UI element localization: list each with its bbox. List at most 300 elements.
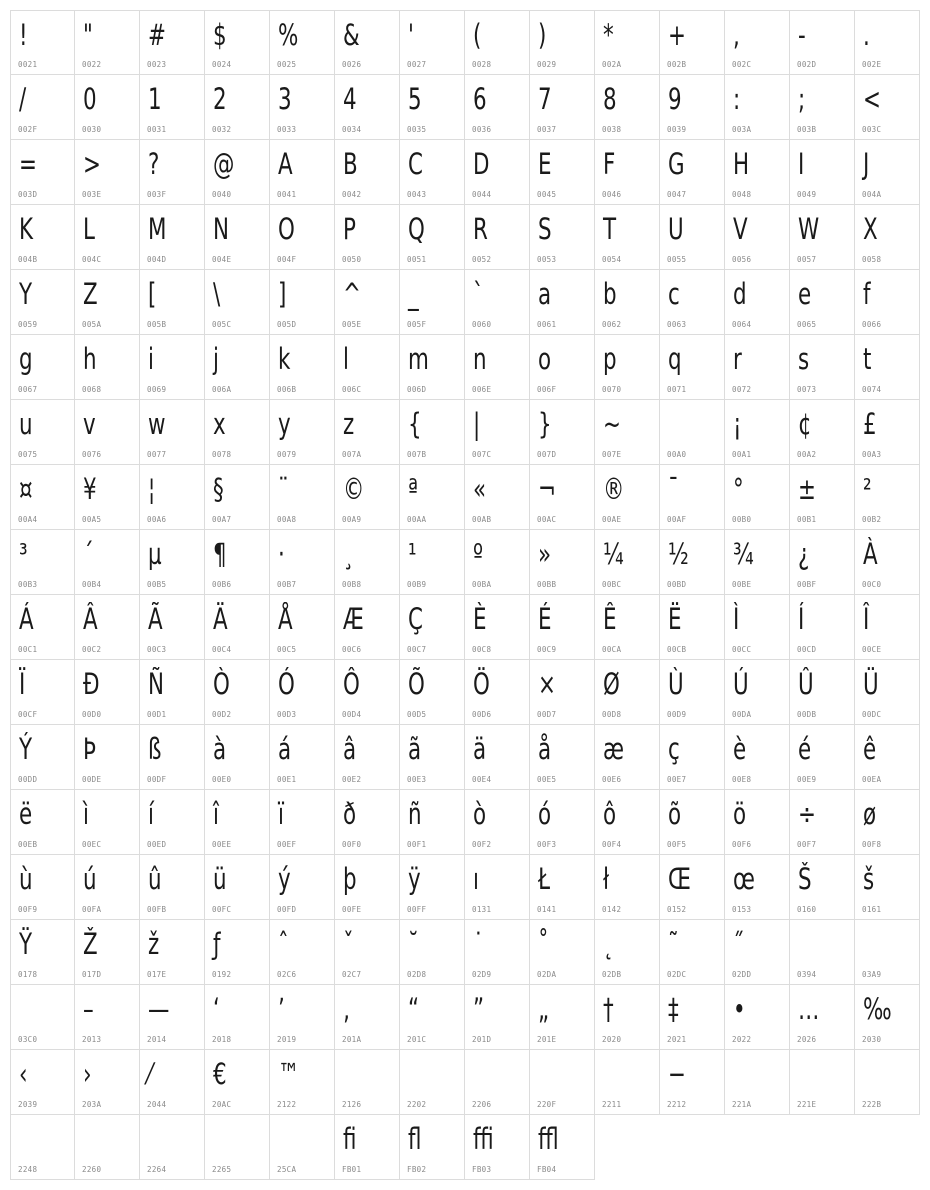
- glyph-codepoint-label: 0070: [602, 385, 622, 394]
- glyph-character: 5: [408, 82, 422, 116]
- glyph-codepoint-label: 0071: [667, 385, 687, 394]
- glyph-cell: [270, 660, 335, 725]
- glyph-cell: [465, 140, 530, 205]
- glyph-codepoint-label: 00E1: [277, 775, 297, 784]
- glyph-codepoint-label: 00B2: [862, 515, 882, 524]
- glyph-cell: [75, 400, 140, 465]
- glyph-codepoint-label: 006B: [277, 385, 297, 394]
- glyph-cell: [595, 790, 660, 855]
- glyph-cell: [205, 400, 270, 465]
- glyph-character: {: [408, 407, 422, 441]
- glyph-character: ‘: [213, 992, 220, 1026]
- glyph-codepoint-label: 002C: [732, 60, 752, 69]
- glyph-character: Ç: [408, 602, 423, 636]
- glyph-cell: [75, 595, 140, 660]
- glyph-codepoint-label: 2013: [82, 1035, 102, 1044]
- glyph-cell: [660, 855, 725, 920]
- glyph-character: E: [538, 147, 552, 181]
- glyph-cell: [75, 725, 140, 790]
- glyph-character: ¿: [798, 537, 810, 571]
- glyph-cell: [270, 790, 335, 855]
- glyph-cell: [790, 465, 855, 530]
- glyph-character: x: [213, 407, 226, 441]
- glyph-codepoint-label: 017E: [147, 970, 167, 979]
- glyph-codepoint-label: 02D8: [407, 970, 427, 979]
- glyph-cell: [660, 595, 725, 660]
- glyph-character: t: [863, 342, 872, 376]
- glyph-codepoint-label: 00E8: [732, 775, 752, 784]
- glyph-codepoint-label: 2264: [147, 1165, 167, 1174]
- glyph-codepoint-label: 007B: [407, 450, 427, 459]
- glyph-cell: [595, 530, 660, 595]
- glyph-cell: [660, 335, 725, 400]
- glyph-cell: [465, 855, 530, 920]
- glyph-codepoint-label: FB04: [537, 1165, 557, 1174]
- glyph-codepoint-label: 00AE: [602, 515, 622, 524]
- glyph-codepoint-label: 0078: [212, 450, 232, 459]
- glyph-cell: [595, 270, 660, 335]
- glyph-character: —: [148, 992, 170, 1026]
- glyph-codepoint-label: 00DF: [147, 775, 167, 784]
- glyph-codepoint-label: 003D: [18, 190, 38, 199]
- glyph-codepoint-label: 00FF: [407, 905, 427, 914]
- glyph-cell: [335, 140, 400, 205]
- glyph-codepoint-label: 25CA: [277, 1165, 297, 1174]
- glyph-character: í: [148, 797, 154, 831]
- glyph-character: Æ: [343, 602, 364, 636]
- glyph-character: ™: [278, 1057, 300, 1091]
- glyph-character: ®: [603, 472, 625, 506]
- glyph-cell: [75, 335, 140, 400]
- glyph-cell: [855, 985, 920, 1050]
- glyph-cell: [140, 920, 205, 985]
- glyph-codepoint-label: 0068: [82, 385, 102, 394]
- glyph-cell: [725, 140, 790, 205]
- glyph-codepoint-label: 0153: [732, 905, 752, 914]
- glyph-cell: [530, 790, 595, 855]
- glyph-character: Ü: [863, 667, 879, 701]
- glyph-cell: [790, 140, 855, 205]
- glyph-cell: [400, 205, 465, 270]
- glyph-character: ê: [863, 732, 877, 766]
- glyph-character: e: [798, 277, 812, 311]
- glyph-character: 7: [538, 82, 552, 116]
- glyph-codepoint-label: 02DD: [732, 970, 752, 979]
- glyph-cell: [725, 400, 790, 465]
- glyph-character: á: [278, 732, 292, 766]
- glyph-codepoint-label: 0046: [602, 190, 622, 199]
- glyph-character: ;: [798, 82, 806, 116]
- glyph-character: Þ: [83, 732, 96, 766]
- glyph-cell: [10, 140, 75, 205]
- glyph-cell: [530, 855, 595, 920]
- glyph-character: ﬁ: [343, 1122, 357, 1156]
- glyph-character: ˇ: [343, 927, 354, 961]
- glyph-codepoint-label: 0055: [667, 255, 687, 264]
- glyph-character: T: [603, 212, 617, 246]
- glyph-cell: [270, 10, 335, 75]
- glyph-codepoint-label: 221A: [732, 1100, 752, 1109]
- glyph-cell: [530, 985, 595, 1050]
- glyph-cell: [790, 335, 855, 400]
- glyph-character: A: [278, 147, 293, 181]
- glyph-character: y: [278, 407, 291, 441]
- glyph-codepoint-label: 00AF: [667, 515, 687, 524]
- glyph-cell: [465, 335, 530, 400]
- glyph-character: à: [213, 732, 227, 766]
- glyph-cell: [855, 920, 920, 985]
- glyph-codepoint-label: 00E9: [797, 775, 817, 784]
- glyph-codepoint-label: 00A7: [212, 515, 232, 524]
- glyph-codepoint-label: 0031: [147, 125, 167, 134]
- glyph-codepoint-label: 00D9: [667, 710, 687, 719]
- glyph-codepoint-label: 2126: [342, 1100, 362, 1109]
- glyph-cell: [270, 140, 335, 205]
- glyph-codepoint-label: 2021: [667, 1035, 687, 1044]
- glyph-codepoint-label: 003A: [732, 125, 752, 134]
- glyph-cell: [530, 400, 595, 465]
- glyph-codepoint-label: 0037: [537, 125, 557, 134]
- glyph-cell: [855, 725, 920, 790]
- glyph-cell: [400, 790, 465, 855]
- glyph-character: r: [733, 342, 742, 376]
- glyph-character: _: [408, 277, 419, 311]
- glyph-character: b: [603, 277, 617, 311]
- glyph-cell: [660, 10, 725, 75]
- glyph-codepoint-label: 0044: [472, 190, 492, 199]
- glyph-character: X: [863, 212, 878, 246]
- glyph-cell: [855, 855, 920, 920]
- glyph-codepoint-label: 0063: [667, 320, 687, 329]
- glyph-character: €: [213, 1057, 227, 1091]
- glyph-character: h: [83, 342, 97, 376]
- glyph-cell: [205, 660, 270, 725]
- glyph-codepoint-label: 0053: [537, 255, 557, 264]
- glyph-codepoint-label: 2206: [472, 1100, 492, 1109]
- glyph-codepoint-label: 2265: [212, 1165, 232, 1174]
- glyph-cell: [660, 530, 725, 595]
- glyph-character: ˚: [538, 927, 549, 961]
- glyph-codepoint-label: 00B4: [82, 580, 102, 589]
- glyph-cell: [595, 595, 660, 660]
- glyph-codepoint-label: 2018: [212, 1035, 232, 1044]
- glyph-character: »: [538, 537, 552, 571]
- glyph-cell: [335, 920, 400, 985]
- glyph-character: ): [538, 18, 547, 52]
- glyph-codepoint-label: 0066: [862, 320, 882, 329]
- glyph-cell: [855, 75, 920, 140]
- glyph-character: ”: [473, 992, 485, 1026]
- glyph-cell: [725, 1050, 790, 1115]
- glyph-codepoint-label: 00D4: [342, 710, 362, 719]
- glyph-codepoint-label: 0077: [147, 450, 167, 459]
- glyph-cell: [595, 335, 660, 400]
- glyph-codepoint-label: 00F4: [602, 840, 622, 849]
- glyph-codepoint-label: 00A8: [277, 515, 297, 524]
- glyph-cell: [855, 530, 920, 595]
- glyph-character: N: [213, 212, 230, 246]
- glyph-cell: [725, 595, 790, 660]
- glyph-character: Ï: [19, 667, 26, 701]
- glyph-character: Ì: [733, 602, 740, 636]
- glyph-character: !: [19, 18, 28, 52]
- glyph-cell: [205, 10, 270, 75]
- glyph-character: ~: [603, 407, 621, 441]
- glyph-cell: [465, 790, 530, 855]
- glyph-cell: [595, 10, 660, 75]
- glyph-codepoint-label: 0073: [797, 385, 817, 394]
- glyph-cell: [660, 660, 725, 725]
- glyph-codepoint-label: 00EB: [18, 840, 38, 849]
- glyph-character: p: [603, 342, 617, 376]
- glyph-cell: [660, 790, 725, 855]
- glyph-codepoint-label: 0069: [147, 385, 167, 394]
- glyph-codepoint-label: 017D: [82, 970, 102, 979]
- glyph-character: o: [538, 342, 552, 376]
- glyph-cell: [400, 660, 465, 725]
- glyph-cell: [205, 140, 270, 205]
- glyph-codepoint-label: 221E: [797, 1100, 817, 1109]
- glyph-character: =: [19, 147, 37, 181]
- glyph-character: Â: [83, 602, 98, 636]
- glyph-cell: [270, 75, 335, 140]
- glyph-character: È: [473, 602, 487, 636]
- glyph-cell: [75, 1050, 140, 1115]
- glyph-codepoint-label: 00AB: [472, 515, 492, 524]
- glyph-cell: [400, 140, 465, 205]
- glyph-codepoint-label: 004B: [18, 255, 38, 264]
- glyph-character: å: [538, 732, 552, 766]
- glyph-character: F: [603, 147, 616, 181]
- glyph-character: Á: [19, 602, 34, 636]
- glyph-cell: [790, 660, 855, 725]
- glyph-codepoint-label: 0023: [147, 60, 167, 69]
- glyph-cell: [75, 270, 140, 335]
- glyph-codepoint-label: 201E: [537, 1035, 557, 1044]
- glyph-codepoint-label: 007C: [472, 450, 492, 459]
- glyph-codepoint-label: 00F7: [797, 840, 817, 849]
- glyph-character: ÿ: [408, 862, 421, 896]
- glyph-cell: [400, 1050, 465, 1115]
- glyph-codepoint-label: 007D: [537, 450, 557, 459]
- glyph-cell: [10, 1050, 75, 1115]
- glyph-character: 3: [278, 82, 292, 116]
- glyph-character: ˘: [408, 927, 419, 961]
- glyph-character: ¹: [408, 537, 417, 571]
- glyph-cell: [595, 725, 660, 790]
- glyph-codepoint-label: 006F: [537, 385, 557, 394]
- glyph-cell: [465, 530, 530, 595]
- glyph-codepoint-label: 00F8: [862, 840, 882, 849]
- glyph-codepoint-label: 00BF: [797, 580, 817, 589]
- glyph-codepoint-label: 00DA: [732, 710, 752, 719]
- glyph-cell: [660, 205, 725, 270]
- glyph-codepoint-label: 00FD: [277, 905, 297, 914]
- glyph-codepoint-label: 00ED: [147, 840, 167, 849]
- glyph-character: ú: [83, 862, 97, 896]
- glyph-character: Ł: [538, 862, 551, 896]
- glyph-codepoint-label: 2260: [82, 1165, 102, 1174]
- glyph-cell: [790, 400, 855, 465]
- glyph-codepoint-label: 00F0: [342, 840, 362, 849]
- glyph-codepoint-label: 00D6: [472, 710, 492, 719]
- glyph-character: >: [83, 147, 101, 181]
- glyph-codepoint-label: 003C: [862, 125, 882, 134]
- glyph-codepoint-label: 2020: [602, 1035, 622, 1044]
- glyph-character: ÷: [798, 797, 816, 831]
- glyph-character: ': [408, 18, 414, 52]
- glyph-character: I: [798, 147, 805, 181]
- glyph-character: c: [668, 277, 680, 311]
- glyph-codepoint-label: 0074: [862, 385, 882, 394]
- glyph-cell: [465, 205, 530, 270]
- glyph-codepoint-label: 0072: [732, 385, 752, 394]
- glyph-character: 8: [603, 82, 617, 116]
- glyph-codepoint-label: 00A5: [82, 515, 102, 524]
- glyph-cell: [205, 465, 270, 530]
- glyph-character: }: [538, 407, 552, 441]
- glyph-character: Ê: [603, 602, 617, 636]
- glyph-codepoint-label: 02DB: [602, 970, 622, 979]
- glyph-cell: [595, 140, 660, 205]
- glyph-character: æ: [603, 732, 625, 766]
- glyph-character: †: [603, 992, 614, 1026]
- glyph-cell: [10, 10, 75, 75]
- glyph-cell: [270, 530, 335, 595]
- glyph-character: M: [148, 212, 167, 246]
- glyph-character: n: [473, 342, 487, 376]
- glyph-codepoint-label: 00FA: [82, 905, 102, 914]
- glyph-cell: [270, 1050, 335, 1115]
- glyph-character: -: [798, 18, 806, 52]
- glyph-codepoint-label: 00DE: [82, 775, 102, 784]
- glyph-character: ‡: [668, 992, 679, 1026]
- glyph-character: w: [148, 407, 166, 441]
- glyph-cell: [465, 920, 530, 985]
- glyph-character: D: [473, 147, 490, 181]
- glyph-codepoint-label: 0040: [212, 190, 232, 199]
- glyph-codepoint-label: 00F6: [732, 840, 752, 849]
- glyph-character: O: [278, 212, 295, 246]
- glyph-codepoint-label: 00C3: [147, 645, 167, 654]
- glyph-character: ˜: [668, 927, 679, 961]
- glyph-cell: [140, 1115, 205, 1180]
- glyph-character: ^: [343, 277, 361, 311]
- glyph-cell: [855, 400, 920, 465]
- glyph-character: ’: [278, 992, 285, 1026]
- glyph-codepoint-label: 00C4: [212, 645, 232, 654]
- glyph-character: ô: [603, 797, 617, 831]
- glyph-codepoint-label: 2044: [147, 1100, 167, 1109]
- glyph-cell: [790, 10, 855, 75]
- glyph-codepoint-label: 220F: [537, 1100, 557, 1109]
- glyph-codepoint-label: 0160: [797, 905, 817, 914]
- glyph-codepoint-label: 004E: [212, 255, 232, 264]
- glyph-cell: [855, 465, 920, 530]
- glyph-codepoint-label: 0026: [342, 60, 362, 69]
- glyph-character: G: [668, 147, 685, 181]
- glyph-codepoint-label: 00A9: [342, 515, 362, 524]
- glyph-character: 1: [148, 82, 162, 116]
- glyph-cell: [270, 855, 335, 920]
- glyph-cell: [400, 335, 465, 400]
- glyph-codepoint-label: 00C0: [862, 580, 882, 589]
- glyph-cell: [595, 1050, 660, 1115]
- glyph-codepoint-label: 006C: [342, 385, 362, 394]
- glyph-cell: [530, 10, 595, 75]
- glyph-codepoint-label: 00E0: [212, 775, 232, 784]
- glyph-cell: [530, 660, 595, 725]
- glyph-cell: [75, 660, 140, 725]
- glyph-codepoint-label: 00E3: [407, 775, 427, 784]
- glyph-codepoint-label: 00CE: [862, 645, 882, 654]
- glyph-codepoint-label: 0035: [407, 125, 427, 134]
- glyph-character: µ: [148, 537, 162, 571]
- glyph-cell: [530, 465, 595, 530]
- glyph-cell: [10, 985, 75, 1050]
- glyph-codepoint-label: 02DA: [537, 970, 557, 979]
- glyph-character: ›: [83, 1057, 92, 1091]
- glyph-cell: [10, 660, 75, 725]
- glyph-cell: [335, 400, 400, 465]
- glyph-codepoint-label: 00B6: [212, 580, 232, 589]
- glyph-cell: [660, 400, 725, 465]
- glyph-cell: [725, 790, 790, 855]
- glyph-character: $: [213, 18, 227, 52]
- glyph-codepoint-label: 00E4: [472, 775, 492, 784]
- glyph-codepoint-label: 201C: [407, 1035, 427, 1044]
- glyph-codepoint-label: 00D3: [277, 710, 297, 719]
- glyph-cell: [10, 205, 75, 270]
- glyph-codepoint-label: 0062: [602, 320, 622, 329]
- glyph-character: ß: [148, 732, 162, 766]
- glyph-character: s: [798, 342, 810, 376]
- glyph-cell: [660, 920, 725, 985]
- glyph-codepoint-label: 00EF: [277, 840, 297, 849]
- glyph-character: ö: [733, 797, 747, 831]
- glyph-cell: [790, 530, 855, 595]
- glyph-cell: [10, 725, 75, 790]
- glyph-codepoint-label: 02C7: [342, 970, 362, 979]
- glyph-character: a: [538, 277, 552, 311]
- glyph-character: Ô: [343, 667, 360, 701]
- glyph-cell: [790, 270, 855, 335]
- glyph-character: i: [148, 342, 154, 376]
- glyph-codepoint-label: 005E: [342, 320, 362, 329]
- glyph-character: Ó: [278, 667, 295, 701]
- glyph-character: ý: [278, 862, 291, 896]
- glyph-codepoint-label: 00B5: [147, 580, 167, 589]
- glyph-cell: [530, 335, 595, 400]
- glyph-cell: [75, 75, 140, 140]
- glyph-character: .: [863, 18, 870, 52]
- glyph-character: ¦: [148, 472, 156, 506]
- glyph-cell: [790, 790, 855, 855]
- glyph-codepoint-label: 00B0: [732, 515, 752, 524]
- glyph-character: /: [19, 82, 27, 116]
- glyph-codepoint-label: 00DB: [797, 710, 817, 719]
- glyph-character: ·: [278, 537, 285, 571]
- glyph-codepoint-label: 0047: [667, 190, 687, 199]
- glyph-cell: [660, 75, 725, 140]
- glyph-cell: [660, 1050, 725, 1115]
- glyph-character: Z: [83, 277, 98, 311]
- glyph-codepoint-label: 00BD: [667, 580, 687, 589]
- glyph-character: º: [473, 537, 484, 571]
- glyph-character: ½: [668, 537, 689, 571]
- glyph-codepoint-label: 0038: [602, 125, 622, 134]
- glyph-character: C: [408, 147, 423, 181]
